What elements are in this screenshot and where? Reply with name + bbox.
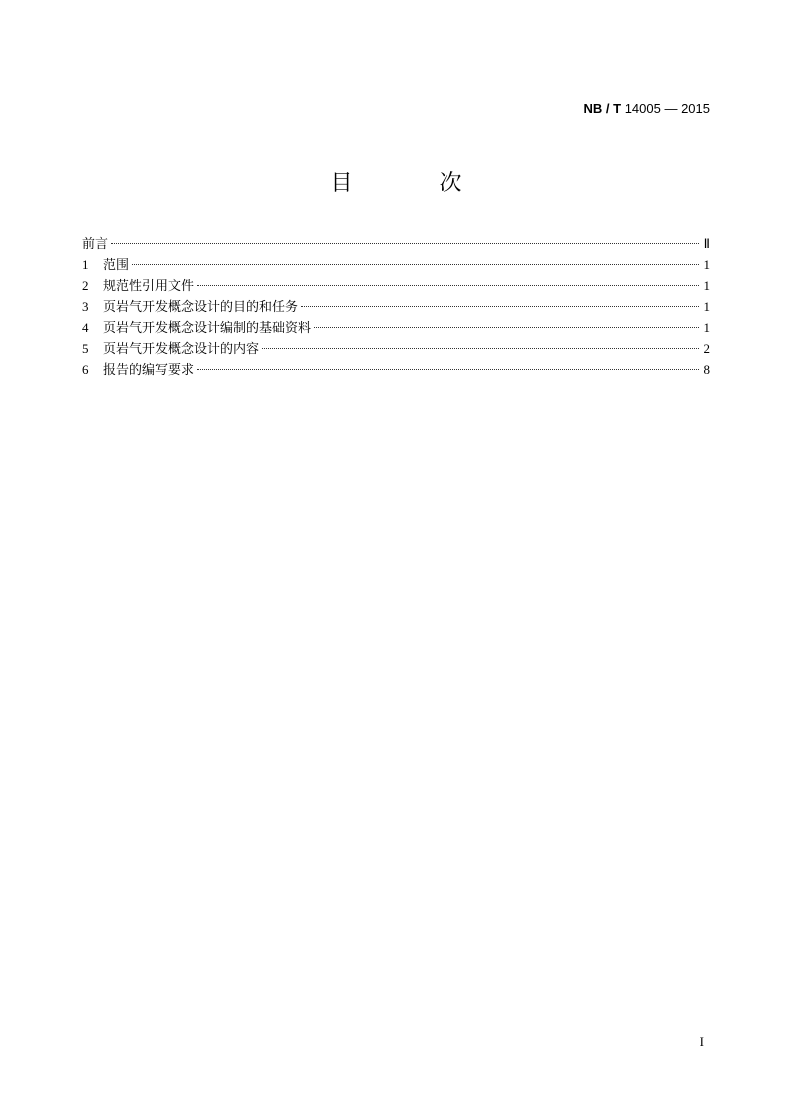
toc-entry-1[interactable] [82, 254, 710, 275]
toc-entry-number: 6 [82, 362, 89, 377]
toc-entry-label: 页岩气开发概念设计编制的基础资料 [103, 321, 312, 336]
toc-leader-dots [314, 327, 699, 328]
toc-entry-foreword[interactable] [82, 233, 710, 254]
footer-page-number: I [699, 1034, 704, 1049]
toc-entry-3[interactable] [82, 296, 710, 317]
toc-entry-number: 3 [82, 299, 89, 314]
toc-entry-label: 页岩气开发概念设计的目的和任务 [103, 300, 299, 315]
toc-entry-page: 1 [703, 320, 710, 335]
toc-leader-dots [197, 285, 699, 286]
toc-entry-4[interactable] [82, 317, 710, 338]
toc-entry-number: 1 [82, 257, 89, 272]
standard-code-number: 14005 — 2015 [624, 101, 710, 116]
toc-entry-label: 页岩气开发概念设计的内容 [103, 342, 260, 357]
toc-leader-dots [262, 348, 699, 349]
standard-code-prefix: NB / T [583, 101, 622, 116]
toc-entry-page: Ⅱ [703, 236, 710, 251]
toc-leader-dots [132, 264, 699, 265]
toc-leader-dots [301, 306, 699, 307]
toc-leader-dots [111, 243, 699, 244]
toc-entry-number: 4 [82, 320, 89, 335]
toc-entry-label: 前言 [82, 237, 109, 252]
toc-entry-number: 5 [82, 341, 89, 356]
toc-leader-dots [197, 369, 699, 370]
page-title: 目 次 [330, 171, 502, 196]
toc-entry-5[interactable] [82, 338, 710, 359]
standard-code [584, 101, 710, 116]
toc-entry-page: 8 [703, 362, 710, 377]
toc-entry-6[interactable] [82, 359, 710, 380]
toc-entry-number: 2 [82, 278, 89, 293]
toc-entry-page: 1 [703, 278, 710, 293]
toc-entry-page: 1 [703, 257, 710, 272]
table-of-contents [82, 233, 710, 380]
toc-entry-page: 1 [703, 299, 710, 314]
toc-entry-label: 规范性引用文件 [103, 279, 195, 294]
toc-entry-label: 范围 [103, 258, 130, 273]
toc-entry-page: 2 [703, 341, 710, 356]
toc-entry-label: 报告的编写要求 [103, 363, 195, 378]
toc-entry-2[interactable] [82, 275, 710, 296]
